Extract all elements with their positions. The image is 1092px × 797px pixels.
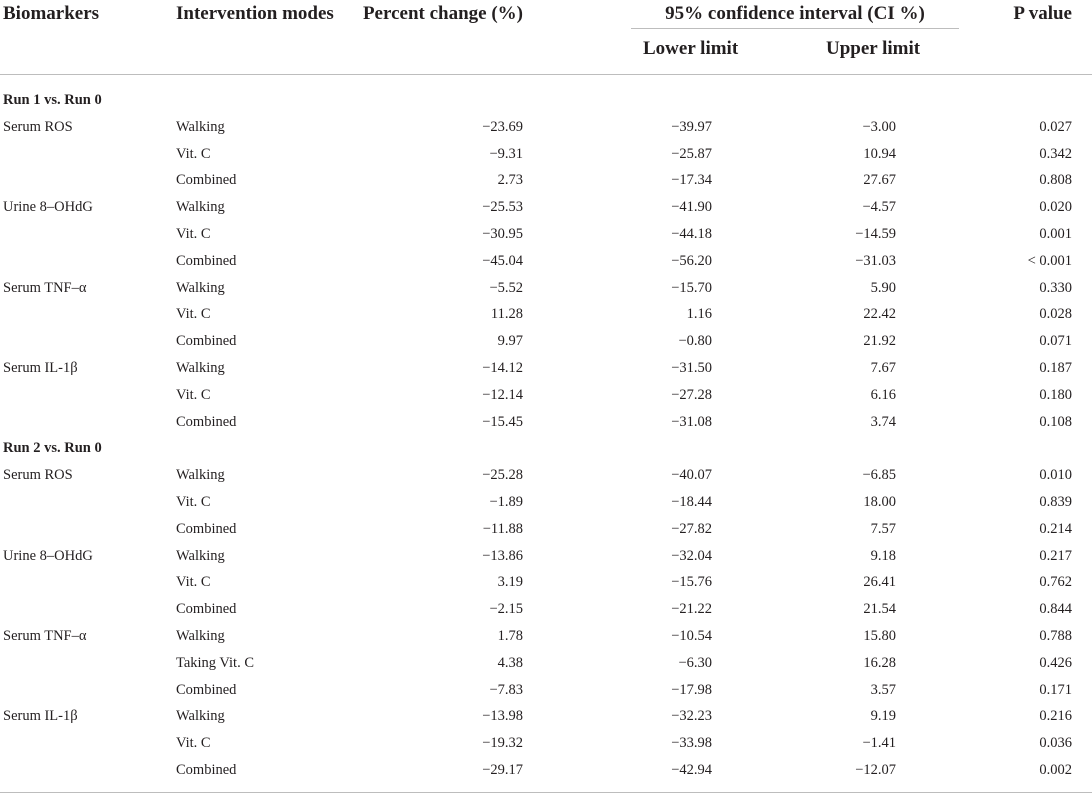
cell-biomarker: Serum IL-1β bbox=[3, 708, 78, 725]
cell-lower-limit: −10.54 bbox=[671, 627, 712, 644]
cell-intervention-mode: Walking bbox=[176, 627, 225, 644]
cell-intervention-mode: Combined bbox=[176, 761, 237, 778]
cell-percent-change: −23.69 bbox=[482, 118, 523, 135]
table-row bbox=[0, 543, 1092, 570]
cell-upper-limit: 10.94 bbox=[863, 145, 896, 162]
section-label: Run 2 vs. Run 0 bbox=[3, 440, 102, 457]
cell-biomarker: Serum TNF–α bbox=[3, 279, 87, 296]
cell-p-value: 0.071 bbox=[1039, 333, 1072, 350]
cell-intervention-mode: Vit. C bbox=[176, 493, 211, 510]
cell-p-value: 0.844 bbox=[1039, 601, 1072, 618]
cell-lower-limit: −31.50 bbox=[671, 359, 712, 376]
table-row bbox=[0, 248, 1092, 275]
cell-upper-limit: 7.57 bbox=[870, 520, 896, 537]
cell-lower-limit: −42.94 bbox=[671, 761, 712, 778]
cell-intervention-mode: Vit. C bbox=[176, 386, 211, 403]
cell-upper-limit: 15.80 bbox=[863, 627, 896, 644]
table-row bbox=[0, 141, 1092, 168]
cell-lower-limit: −21.22 bbox=[671, 601, 712, 618]
cell-percent-change: −15.45 bbox=[482, 413, 523, 430]
cell-percent-change: 9.97 bbox=[497, 333, 523, 350]
cell-p-value: 0.036 bbox=[1039, 735, 1072, 752]
cell-percent-change: −13.98 bbox=[482, 708, 523, 725]
cell-lower-limit: −18.44 bbox=[671, 493, 712, 510]
cell-lower-limit: −56.20 bbox=[671, 252, 712, 269]
cell-p-value: 0.330 bbox=[1039, 279, 1072, 296]
cell-lower-limit: −17.34 bbox=[671, 172, 712, 189]
cell-upper-limit: 21.54 bbox=[863, 601, 896, 618]
cell-percent-change: −14.12 bbox=[482, 359, 523, 376]
table-row bbox=[0, 167, 1092, 194]
header-biomarkers: Biomarkers bbox=[3, 3, 100, 24]
table-row bbox=[0, 221, 1092, 248]
cell-lower-limit: −32.23 bbox=[671, 708, 712, 725]
table-row bbox=[0, 462, 1092, 489]
table-row bbox=[0, 757, 1092, 784]
header-percent-change: Percent change (%) bbox=[362, 3, 523, 24]
table-row bbox=[0, 569, 1092, 596]
ci-header-rule bbox=[631, 28, 959, 29]
cell-upper-limit: 22.42 bbox=[863, 306, 896, 323]
cell-biomarker: Urine 8–OHdG bbox=[3, 547, 93, 564]
cell-p-value: 0.010 bbox=[1039, 467, 1072, 484]
cell-lower-limit: −15.76 bbox=[671, 574, 712, 591]
cell-p-value: 0.762 bbox=[1039, 574, 1072, 591]
header-upper-limit: Upper limit bbox=[826, 38, 921, 59]
cell-upper-limit: −12.07 bbox=[855, 761, 896, 778]
cell-lower-limit: −32.04 bbox=[671, 547, 712, 564]
table-row bbox=[0, 623, 1092, 650]
cell-upper-limit: 9.18 bbox=[870, 547, 896, 564]
table-row bbox=[0, 275, 1092, 302]
cell-p-value: 0.108 bbox=[1039, 413, 1072, 430]
cell-percent-change: 4.38 bbox=[497, 654, 523, 671]
cell-upper-limit: 18.00 bbox=[863, 493, 896, 510]
cell-biomarker: Serum TNF–α bbox=[3, 627, 87, 644]
table-body bbox=[0, 87, 1092, 784]
cell-percent-change: 1.78 bbox=[497, 627, 523, 644]
cell-biomarker: Serum ROS bbox=[3, 118, 73, 135]
cell-lower-limit: −17.98 bbox=[671, 681, 712, 698]
cell-upper-limit: −4.57 bbox=[862, 199, 896, 216]
cell-p-value: 0.001 bbox=[1039, 225, 1072, 242]
cell-upper-limit: −14.59 bbox=[855, 225, 896, 242]
cell-intervention-mode: Combined bbox=[176, 413, 237, 430]
cell-p-value: 0.808 bbox=[1039, 172, 1072, 189]
cell-p-value: 0.020 bbox=[1039, 199, 1072, 216]
cell-percent-change: −12.14 bbox=[482, 386, 523, 403]
cell-upper-limit: −3.00 bbox=[862, 118, 896, 135]
cell-percent-change: −2.15 bbox=[489, 601, 523, 618]
header-lower-limit: Lower limit bbox=[643, 38, 739, 59]
cell-intervention-mode: Walking bbox=[176, 279, 225, 296]
cell-lower-limit: −31.08 bbox=[671, 413, 712, 430]
table-row bbox=[0, 328, 1092, 355]
cell-p-value: 0.216 bbox=[1039, 708, 1072, 725]
cell-intervention-mode: Combined bbox=[176, 601, 237, 618]
cell-lower-limit: −41.90 bbox=[671, 199, 712, 216]
cell-intervention-mode: Walking bbox=[176, 547, 225, 564]
cell-percent-change: −19.32 bbox=[482, 735, 523, 752]
cell-intervention-mode: Vit. C bbox=[176, 306, 211, 323]
cell-percent-change: −29.17 bbox=[482, 761, 523, 778]
section-row bbox=[0, 435, 1092, 462]
cell-p-value: 0.426 bbox=[1039, 654, 1072, 671]
cell-lower-limit: −40.07 bbox=[671, 467, 712, 484]
section-label: Run 1 vs. Run 0 bbox=[3, 92, 102, 108]
cell-intervention-mode: Walking bbox=[176, 467, 225, 484]
cell-intervention-mode: Walking bbox=[176, 359, 225, 376]
cell-p-value: 0.180 bbox=[1039, 386, 1072, 403]
cell-intervention-mode: Walking bbox=[176, 708, 225, 725]
cell-percent-change: 2.73 bbox=[497, 172, 523, 189]
cell-upper-limit: −31.03 bbox=[855, 252, 896, 269]
cell-p-value: 0.214 bbox=[1039, 520, 1072, 537]
cell-p-value: 0.342 bbox=[1039, 145, 1072, 162]
cell-lower-limit: −25.87 bbox=[671, 145, 712, 162]
cell-upper-limit: 5.90 bbox=[870, 279, 896, 296]
cell-lower-limit: −39.97 bbox=[671, 118, 712, 135]
cell-upper-limit: 16.28 bbox=[863, 654, 896, 671]
cell-upper-limit: 3.74 bbox=[870, 413, 896, 430]
table-row bbox=[0, 489, 1092, 516]
cell-p-value: 0.187 bbox=[1039, 359, 1072, 376]
cell-p-value: 0.217 bbox=[1039, 547, 1072, 564]
table-row bbox=[0, 194, 1092, 221]
header-bottom-rule bbox=[0, 74, 1092, 75]
cell-upper-limit: 9.19 bbox=[870, 708, 896, 725]
cell-percent-change: −13.86 bbox=[482, 547, 523, 564]
cell-intervention-mode: Combined bbox=[176, 681, 237, 698]
cell-biomarker: Serum IL-1β bbox=[3, 359, 78, 376]
cell-lower-limit: −33.98 bbox=[671, 735, 712, 752]
cell-percent-change: −45.04 bbox=[482, 252, 523, 269]
cell-intervention-mode: Taking Vit. C bbox=[176, 654, 255, 671]
header-intervention-modes: Intervention modes bbox=[176, 3, 334, 24]
cell-percent-change: −30.95 bbox=[482, 225, 523, 242]
table-row bbox=[0, 301, 1092, 328]
table-row bbox=[0, 409, 1092, 436]
cell-lower-limit: −0.80 bbox=[678, 333, 712, 350]
cell-intervention-mode: Vit. C bbox=[176, 574, 211, 591]
cell-upper-limit: −6.85 bbox=[862, 467, 896, 484]
table-row bbox=[0, 730, 1092, 757]
cell-intervention-mode: Combined bbox=[176, 520, 237, 537]
table-bottom-rule bbox=[0, 792, 1092, 793]
cell-percent-change: −5.52 bbox=[489, 279, 523, 296]
cell-intervention-mode: Walking bbox=[176, 199, 225, 216]
table-row bbox=[0, 114, 1092, 141]
cell-percent-change: −25.53 bbox=[482, 199, 523, 216]
cell-lower-limit: 1.16 bbox=[686, 306, 712, 323]
cell-lower-limit: −44.18 bbox=[671, 225, 712, 242]
cell-upper-limit: 26.41 bbox=[863, 574, 896, 591]
cell-p-value: 0.171 bbox=[1039, 681, 1072, 698]
cell-percent-change: −9.31 bbox=[489, 145, 523, 162]
cell-intervention-mode: Vit. C bbox=[176, 735, 211, 752]
cell-lower-limit: −6.30 bbox=[678, 654, 712, 671]
cell-p-value: 0.839 bbox=[1039, 493, 1072, 510]
table-row bbox=[0, 596, 1092, 623]
cell-p-value: 0.028 bbox=[1039, 306, 1072, 323]
cell-percent-change: 3.19 bbox=[497, 574, 523, 591]
cell-p-value: 0.027 bbox=[1039, 118, 1072, 135]
cell-upper-limit: 6.16 bbox=[870, 386, 896, 403]
cell-lower-limit: −27.82 bbox=[671, 520, 712, 537]
cell-percent-change: −11.88 bbox=[482, 520, 523, 537]
cell-percent-change: −25.28 bbox=[482, 467, 523, 484]
cell-lower-limit: −27.28 bbox=[671, 386, 712, 403]
cell-upper-limit: 3.57 bbox=[870, 681, 896, 698]
cell-biomarker: Serum ROS bbox=[3, 467, 73, 484]
cell-upper-limit: −1.41 bbox=[862, 735, 896, 752]
cell-p-value: 0.788 bbox=[1039, 627, 1072, 644]
cell-intervention-mode: Combined bbox=[176, 172, 237, 189]
cell-upper-limit: 21.92 bbox=[863, 333, 896, 350]
cell-p-value: < 0.001 bbox=[1027, 252, 1072, 269]
cell-upper-limit: 7.67 bbox=[870, 359, 896, 376]
cell-upper-limit: 27.67 bbox=[863, 172, 896, 189]
cell-intervention-mode: Vit. C bbox=[176, 225, 211, 242]
cell-lower-limit: −15.70 bbox=[671, 279, 712, 296]
cell-intervention-mode: Vit. C bbox=[176, 145, 211, 162]
section-row bbox=[0, 87, 1092, 114]
cell-percent-change: 11.28 bbox=[490, 306, 523, 323]
header-confidence-interval: 95% confidence interval (CI %) bbox=[665, 3, 925, 24]
table-row bbox=[0, 703, 1092, 730]
table-row bbox=[0, 382, 1092, 409]
table-row bbox=[0, 677, 1092, 704]
table-row bbox=[0, 650, 1092, 677]
cell-biomarker: Urine 8–OHdG bbox=[3, 199, 93, 216]
table-row bbox=[0, 516, 1092, 543]
cell-intervention-mode: Walking bbox=[176, 118, 225, 135]
header-p-value: P value bbox=[1013, 3, 1072, 24]
cell-intervention-mode: Combined bbox=[176, 333, 237, 350]
cell-percent-change: −1.89 bbox=[489, 493, 523, 510]
cell-percent-change: −7.83 bbox=[489, 681, 523, 698]
table-row bbox=[0, 355, 1092, 382]
cell-p-value: 0.002 bbox=[1039, 761, 1072, 778]
cell-intervention-mode: Combined bbox=[176, 252, 237, 269]
